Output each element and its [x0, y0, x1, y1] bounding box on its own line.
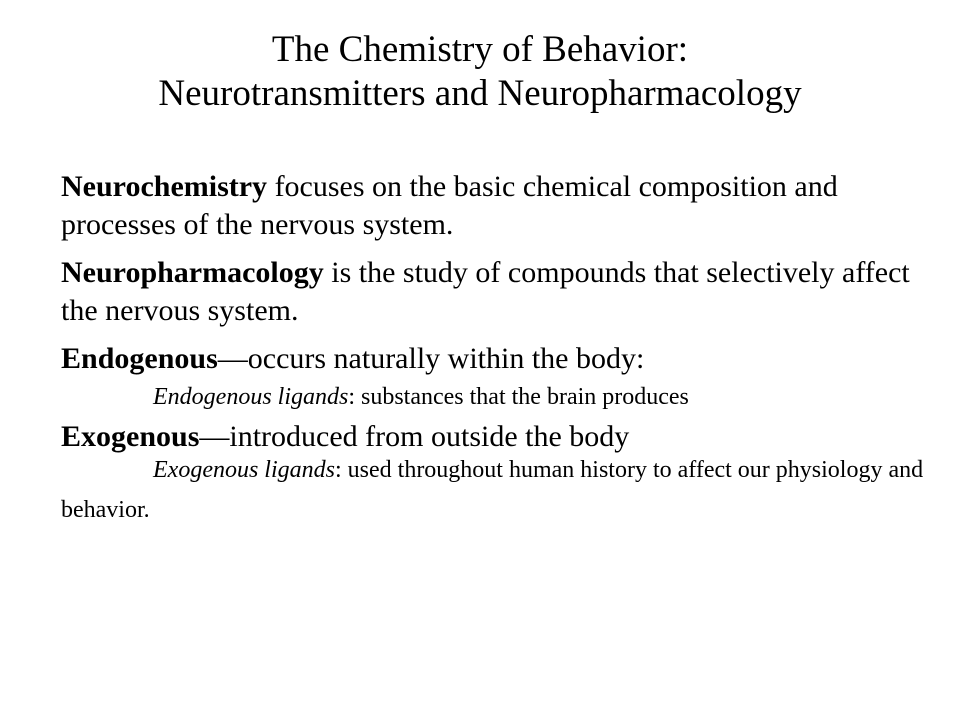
definition-neuropharmacology: [61, 254, 941, 330]
sub-exogenous-ligands: [61, 450, 941, 530]
sub-endogenous-ligands: [61, 382, 941, 412]
definition-text: is the study of compounds that selectively affect the nervous system.: [61, 256, 910, 327]
sub-text: : used throughout human history to affect our physiology and behavior.: [61, 457, 924, 523]
term: Endogenous: [61, 342, 218, 375]
definition-text: —introduced from outside the body: [199, 420, 630, 453]
title-line-2: Neurotransmitters and Neuropharmacology: [158, 73, 802, 114]
definition-endogenous: [61, 340, 941, 378]
title-line-1: The Chemistry of Behavior:: [271, 29, 689, 70]
term: Neurochemistry: [61, 170, 268, 203]
definition-neurochemistry: [61, 168, 941, 244]
definition-text: —occurs naturally within the body:: [217, 342, 645, 375]
definition-text: focuses on the basic chemical composition and processes of the nervous system.: [61, 170, 838, 241]
slide-body: [61, 168, 941, 554]
sub-text: : substances that the brain produces: [348, 384, 689, 410]
sub-term: Exogenous ligands: [153, 457, 335, 483]
term: Neuropharmacology: [61, 256, 324, 289]
term: Exogenous: [61, 420, 200, 453]
slide-title: [0, 28, 960, 116]
sub-term: Endogenous ligands: [153, 384, 349, 410]
